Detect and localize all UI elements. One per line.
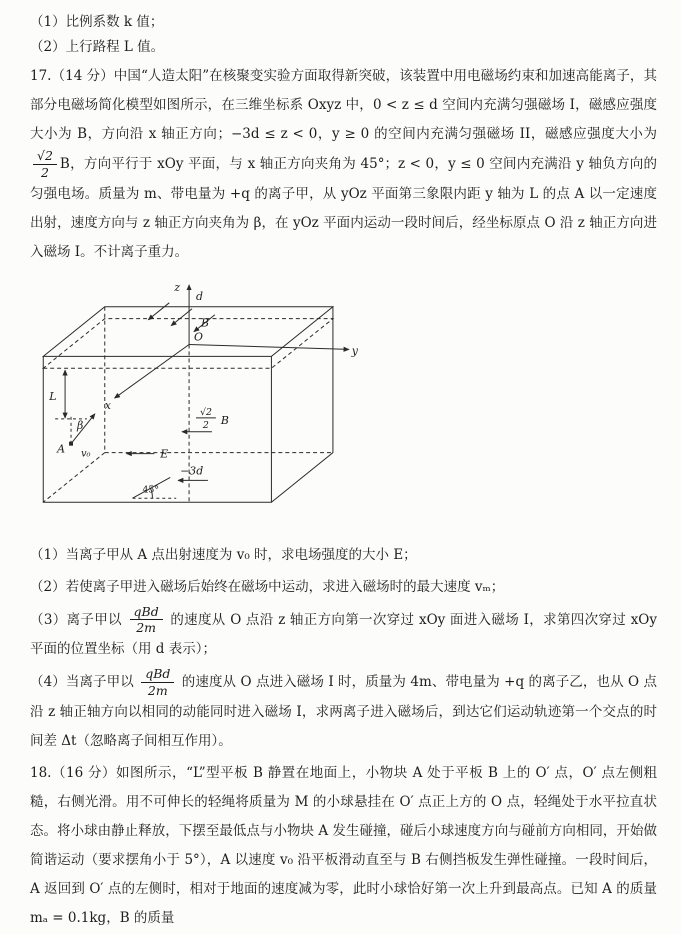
field-region-diagram: [34, 279, 364, 527]
z-axis-label: z: [174, 280, 181, 294]
y-axis: [189, 344, 349, 349]
field-I-arrow-1: [148, 302, 169, 319]
field-II-denominator: 2: [202, 419, 209, 431]
question-17-part-1: （1）当离子甲从 A 点出射速度为 v₀ 时，求电场强度的大小 E；: [30, 546, 417, 563]
neg3d-label: −3d: [180, 463, 204, 477]
box-top-face: [43, 306, 333, 356]
field-II-B-label: B: [220, 413, 229, 427]
L-label: L: [49, 389, 57, 403]
origin-label: O: [194, 330, 203, 344]
E-label: E: [160, 447, 169, 461]
inline-fraction: $\frac{\text{qBd}}{2m}$: [130, 605, 163, 636]
box-right-face: [271, 306, 333, 501]
x-axis: [115, 344, 189, 398]
xoy-plane: [43, 318, 333, 368]
prev-question-item-1: （1）比例系数 k 值；: [30, 14, 164, 30]
field-II-numerator: √2: [199, 406, 212, 418]
v0-label: v₀: [80, 448, 91, 460]
y-axis-label: y: [351, 343, 358, 357]
field-I-label: B: [200, 316, 209, 330]
point-A-label: A: [57, 442, 66, 456]
question-17-part-3: （3）离子甲以 $\frac{\text{qBd}}{2m}$ 的速度从 O 点沿 z 轴正方向第一次穿过 xOy 面进入磁场 I，求第四次穿过 xOy 平面的位置坐标（用 d 表示）；: [30, 603, 658, 657]
angle-45-label: 45°: [142, 483, 160, 495]
d-label: d: [196, 289, 204, 303]
question-18-body: 18.（16 分）如图所示，“L”型平板 B 静置在地面上，小物块 A 处于平板 B 上的 O′ 点，O′ 点左侧粗糙，右侧光滑。用不可伸长的轻绳将质量为 M 的小球悬挂在 O′ 点正上方的 O 点，轻绳处于水平拉直状态。将小球由静止释放，下摆至最低点与小物块 A 发生碰撞，碰后小球速度方向与碰前方向相同，开始做简谐运动（要求摆角小于 5°），A 以速度 v₀ 沿平板滑动直至与 B 右侧挡板发生弹性碰撞。一段时间后，A 返回到 O′ 点的左侧时，相对于地面的速度减为零，此时小球恰好第一次上升到最高点。已知 A 的质量 mₐ = 0.1kg，B 的质量: [30, 764, 657, 926]
figure-3d-field-diagram: [34, 279, 364, 531]
question-17-body: 17.（14 分）中国“人造太阳”在核聚变实验方面取得新突破，该装置中用电磁场约束和加速高能离子，其部分电磁场简化模型如图所示，在三维坐标系 Oxyz 中，0 < z ≤ d 空间内充满匀强磁场 I，磁感应强度大小为 B，方向沿 x 轴正方向；−3d ≤ z < 0，y ≥ 0 的空间内充满匀强磁场 II，磁感应强度大小为 $\frac{√2}{2}$ B，方向平行于 xOy 平面，与 x 轴正方向夹角为 45°；z < 0，y ≤ 0 空间内充满沿 y 轴负方向的匀强电场。质量为 m、带电量为 +q 的离子甲，从 yOz 平面第三象限内距 y 轴为 L 的点 A 以一定速度出射，速度方向与 z 轴正方向夹角为 β，在 yOz 平面内运动一段时间后，经坐标原点 O 沿 z 轴正方向进入磁场 I。不计离子重力。: [30, 68, 657, 260]
inline-fraction: $\frac{√2}{2}$: [33, 149, 57, 180]
inline-fraction: $\frac{\text{qBd}}{2m}$: [141, 667, 174, 698]
beta-label: β: [76, 418, 84, 432]
question-17-part-2: （2）若使离子甲进入磁场后始终在磁场中运动，求进入磁场时的最大速度 vₘ；: [30, 578, 505, 595]
question-17-part-4: （4）当离子甲以 $\frac{\text{qBd}}{2m}$ 的速度从 O 点进入磁场 I 时，质量为 4m、带电量为 +q 的离子乙，也从 O 点沿 z 轴正轴方向以相同的动能同时进入磁场 I，求两离子进入磁场后，到达它们运动轨迹第一个交点的时间差 Δt（忽略离子间相互作用）。: [30, 666, 657, 749]
prev-question-item-2: （2）上行路程 L 值。: [30, 39, 165, 55]
point-A-marker: [69, 441, 73, 445]
x-axis-label: x: [104, 398, 111, 412]
